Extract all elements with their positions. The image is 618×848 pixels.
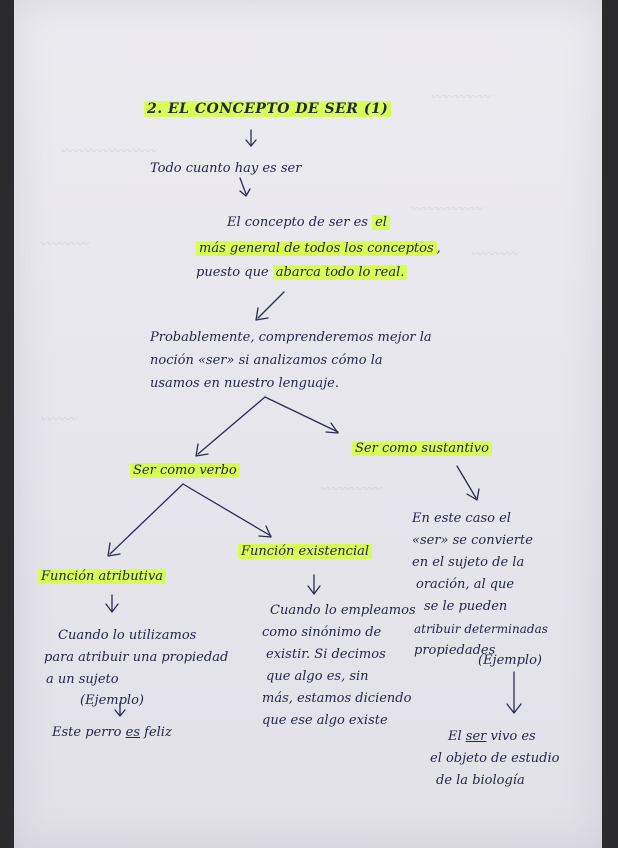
language-line-1: Probablemente, comprenderemos mejor la: [150, 330, 432, 345]
sustantivo-example-line-3: de la biología: [436, 773, 525, 788]
existencial-line-4: que algo es, sin: [266, 669, 369, 684]
arrow-definition-to-language: [256, 292, 284, 320]
arrow-to-funcion-existencial: [183, 484, 271, 537]
definition-line-1: El concepto de ser es el: [227, 212, 390, 234]
existencial-line-3: existir. Si decimos: [266, 647, 386, 662]
arrow-atributiva-to-desc: [106, 595, 118, 612]
intro-text: Todo cuanto hay es ser: [150, 161, 302, 176]
sustantivo-line-3: en el sujeto de la: [412, 555, 525, 570]
arrow-existencial-to-desc: [308, 575, 320, 594]
ser-como-verbo-heading: Ser como verbo: [130, 460, 240, 482]
sustantivo-line-2: «ser» se convierte: [412, 533, 533, 548]
existencial-line-5: más, estamos diciendo: [262, 691, 412, 706]
bleed-through-mark: 〰〰〰〰〰〰: [410, 202, 483, 216]
bleed-through-mark: 〰〰〰: [40, 412, 77, 426]
language-line-3: usamos en nuestro lenguaje.: [150, 376, 339, 391]
bleed-through-mark: 〰〰〰〰: [470, 247, 519, 261]
atributiva-example: Este perro es feliz: [52, 725, 172, 740]
atributiva-line-1: Cuando lo utilizamos: [58, 628, 197, 643]
sustantivo-ejemplo: (Ejemplo): [478, 653, 542, 668]
sustantivo-line-7: propiedades: [414, 643, 496, 658]
ser-como-sustantivo-heading: Ser como sustantivo: [352, 438, 492, 460]
bleed-through-mark: 〰〰〰〰: [40, 237, 89, 251]
arrow-to-ser-como-sustantivo: [265, 397, 338, 433]
definition-line-3: puesto que abarca todo lo real.: [196, 262, 407, 284]
existencial-line-1: Cuando lo empleamos: [270, 603, 416, 618]
bleed-through-mark: 〰〰〰〰〰: [320, 482, 381, 496]
bleed-through-mark: 〰〰〰〰〰: [430, 90, 491, 104]
arrow-sustantivo-ejemplo-to-example: [507, 672, 521, 713]
definition-line-2: más general de todos los conceptos ,: [196, 238, 441, 260]
arrow-intro-to-definition: [240, 178, 250, 196]
language-line-2: noción «ser» si analizamos cómo la: [150, 353, 383, 368]
sustantivo-line-5: se le pueden: [424, 599, 508, 614]
arrow-sustantivo-to-detail: [457, 466, 479, 500]
sustantivo-example-line-1: El ser vivo es: [448, 729, 536, 744]
existencial-line-6: que ese algo existe: [262, 713, 388, 728]
existencial-line-2: como sinónimo de: [262, 625, 382, 640]
atributiva-ejemplo: (Ejemplo): [80, 693, 144, 708]
atributiva-line-2: para atribuir una propiedad: [44, 650, 229, 665]
arrow-to-funcion-atributiva: [108, 484, 183, 556]
funcion-atributiva-heading: Función atributiva: [38, 566, 166, 588]
funcion-existencial-heading: Función existencial: [238, 541, 372, 563]
arrow-title-to-intro: [246, 130, 256, 146]
arrow-to-ser-como-verbo: [196, 397, 265, 456]
sustantivo-line-6: atribuir determinadas: [414, 622, 548, 636]
sustantivo-line-1: En este caso el: [412, 511, 511, 526]
atributiva-line-3: a un sujeto: [46, 672, 119, 687]
sustantivo-example-line-2: el objeto de estudio: [430, 751, 560, 766]
page-title: 2. EL CONCEPTO DE SER (1): [144, 98, 391, 120]
bleed-through-mark: 〰〰〰〰〰〰〰〰: [60, 144, 157, 158]
sustantivo-line-4: oración, al que: [416, 577, 515, 592]
